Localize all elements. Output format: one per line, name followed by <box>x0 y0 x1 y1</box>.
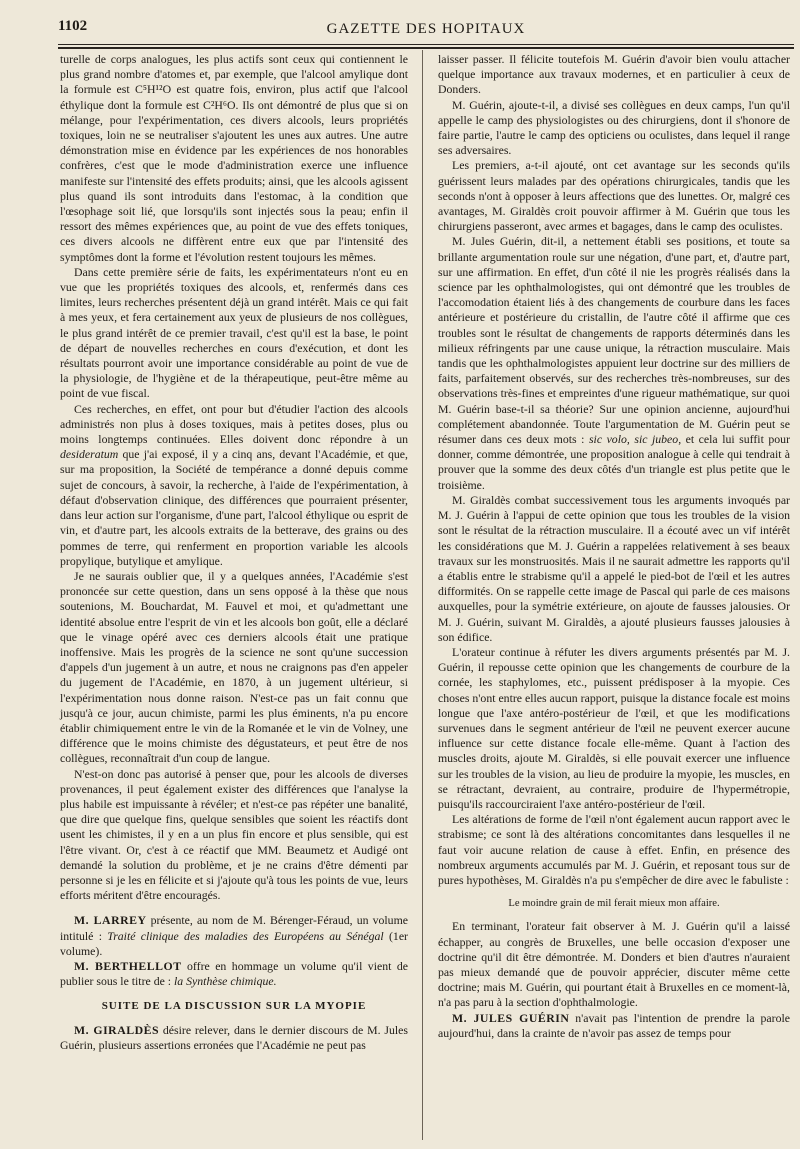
paragraph: Je ne saurais oublier que, il y a quelques années, l'Académie s'est prononcée sur cette question, dans un sens opposé à la thèse que nous soutenions, M. Bouchardat, M. Fauvel et moi, et qu'admettant une identité absolue entre l'esprit de vin et les alcools bon goût, elle a déclaré que le vinage opéré avec ces derniers alcools était une pratique inoffensive. Mais les progrès de la science ne sont qu'une succession d'appels d'un jugement à un autre, et nous ne craignons pas d'en appeler du jugement de l'Académie, en 1870, à un jugement ultérieur, si l'expérimentation nous donne raison. N'est-ce pas un fait connu que jusqu'à ce jour, aucun chimiste, parmi les plus éminents, n'a pu encore établir chimiquement entre le vin de la Romanée et le vin de Volney, une différence que le moins chimiste des dégustateurs, et peut être de nos collègues, reconnaîtrait d'un coup de langue. <box>60 568 408 766</box>
paragraph <box>60 959 408 989</box>
text-run: M. Jules Guérin, dit-il, a nettement établi ses positions, et toute sa brillante argumentation roule sur une négation, d'une part, et, d'autre part, sur une affirmation. En effet, d'un côté il nie les progrès réalisés dans la science par les ophthalmologistes, qui ont démontré que les troubles de l'accomodation étaient liés à des changements de courbure dans les faces antérieure et postérieure du cristallin, de l'autre côté il affirme que ces troubles sont le résultat de changements de rapports déterminés dans les milieux réfringents par une cause unique, la rétraction musculaire. Mais tandis que les ophthalmologistes appuient leur doctrine sur des milliers de faits, parfaitement observés, sur des recherches très-nombreuses, sur des observations très-fines et empreintes d'une rigueur mathématique, sur quoi M. Guérin base-t-il sa théorie? Sur une opinion ancienne, aujourd'hui complétement abandonnée. Toute l'argumentation de M. Guérin peut se résumer dans ces deux mots : <box>438 234 790 447</box>
text-run: Ces recherches, en effet, ont pour but d'étudier l'action des alcools administrés non plus à doses toxiques, mais à petites doses, plus ou moins longtemps continuées. Elles doivent donc répondre à un <box>60 401 408 447</box>
left-column <box>60 52 408 1053</box>
page-header <box>58 18 794 42</box>
paragraph: Dans cette première série de faits, les expérimentateurs n'ont eu en vue que les propriétés toxiques des alcools, et, renfermés dans ces limites, leurs recherches présentent déjà un grand intérêt. Mais ce qui fait à mes yeux, et fera certainement aux yeux de plusieurs de nos collègues, le plus grand intérêt de ce premier travail, c'est qu'il est la base, le point de départ de nouvelles recherches en cours d'exécution, et dont les résultats pourront avoir une importance considérable au point de vue de la physiologie, de l'hygiène et de la thérapeutique, peut-être même au point de vue fiscal. <box>60 264 408 401</box>
paragraph <box>60 402 408 569</box>
latin-phrase: sic volo, sic jubeo <box>588 432 679 447</box>
italic-term: desideratum <box>60 447 119 462</box>
fable-quote: Le moindre grain de mil ferait mieux mon affaire. <box>508 898 720 910</box>
journal-title: GAZETTE DES HOPITAUX <box>326 21 526 37</box>
speaker-name: M. LARREY <box>74 913 147 928</box>
text-run: que j'ai exposé, il y a cinq ans, devant l'Académie, et que, sur ma proposition, la Société de tempérance a donné depuis comme sujet de concours, à savoir, la recherche, à l'aide de l'expérimentation, à défaut d'observation clinique, des différences que pourraient présenter, dans leur action sur l'organisme, d'une part, l'alcool éthylique ou esprit de vin, et d'autre part, les alcools extraits de la betterave, des grains ou des pommes de terre, qui renferment en proportion variable les alcools propylique, butylique et amylique. <box>60 447 408 568</box>
paragraph: M. Giraldès combat successivement tous les arguments invoqués par M. J. Guérin à l'appui de cette opinion que tous les troubles de la vision sont le résultat de la rétraction musculaire. Il a écouté avec un vif intérêt les considérations que M. J. Guérin a rappelées relativement à ses beaux travaux sur les monstruosités. Mais il ne saurait admettre les rapports qu'il a établis entre le strabisme qu'il a appelé le pied-bot de l'œil et les autres difformités. On se rappelle cette image de Pascal qui parle de ces maisons auxquelles, pour la symétrie extérieure, on ajoute de fausses jalousies. Or M. J. Guérin, suivant M. Giraldès, a ajouté plusieurs fausses jalousies à son édifice. <box>438 492 790 644</box>
paragraph <box>60 1023 408 1053</box>
paragraph <box>438 234 790 492</box>
paragraph: L'orateur continue à réfuter les divers arguments présentés par M. J. Guérin, il repousse cette opinion que les changements de courbure de la cornée, les staphylomes, etc., puissent prédisposer à la myopie. Ces choses n'ont entre elles aucun rapport, puisque la distance focale est moins longue que l'axe antéro-postérieur de l'œil, et que les modifications survenues dans le segment antérieur de l'œil ne peuvent exercer aucune influence sur cette distance focale elle-même. Quant à l'action des muscles droits, ajoute M. Giraldès, si elle pouvait exercer une influence sur les troubles de la vision, au lieu de produire la myopie, les muscles, en se rétractant, devraient, au contraire, produire de l'hypermétropie, puisqu'ils raccourciraient l'axe antéro-postérieur de l'œil. <box>438 644 790 811</box>
paragraph: M. Guérin, ajoute-t-il, a divisé ses collègues en deux camps, l'un qu'il appelle le camp des physiologistes ou des chirurgiens, dont il s'honore de faire partie, l'autre le camp des opticiens ou oculistes, dans lequel il range ses adversaires. <box>438 97 790 158</box>
text-run: désire relever, dans le dernier discours de M. Jules Guérin, plusieurs assertions erronées que l'Académie ne peut pas <box>60 1022 408 1052</box>
book-title: la Synthèse chimique. <box>174 974 277 989</box>
speaker-name: M. BERTHELLOT <box>74 958 182 973</box>
speaker-name: M. JULES GUÉRIN <box>452 1010 570 1025</box>
text-run: offre en hommage un volume qu'il vient de publier sous le titre de : <box>60 958 408 989</box>
paragraph <box>438 1011 790 1041</box>
page-number: 1102 <box>58 18 88 34</box>
text-run: présente, au nom de M. Bérenger-Féraud, un volume intitulé : <box>60 913 408 943</box>
speaker-name: M. GIRALDÈS <box>74 1022 160 1037</box>
text-run: , et cela lui suffit pour donner, comme démontrée, une proposition analogue à celle qui tendrait à prouver que la somme des deux côtés d'un triangle est plus petite que le troisième. <box>438 432 790 492</box>
book-title: Traité clinique des maladies des Européens au Sénégal <box>107 928 384 943</box>
paragraph <box>60 913 408 959</box>
section-heading: SUITE DE LA DISCUSSION SUR LA MYOPIE <box>101 1000 367 1013</box>
paragraph: N'est-on donc pas autorisé à penser que, pour les alcools de diverses provenances, il peut également exister des différences que l'analyse la plus habile est impuissante à révéler; et n'est-ce pas répéter une banalité, que dire que quelque fins, quelque sensibles que soient les réactifs dont usent les chimistes, il y en a un plus fin encore et plus sensible, qui est l'être vivant. Or, c'est à ce réactif que MM. Beaumetz et Audigé ont demandé la solution du problème, et je ne crains d'être démenti par personne si je les en félicite et si j'ajoute qu'à tous les points de vue, leurs efforts méritent d'être encouragés. <box>60 766 408 903</box>
right-column <box>438 52 790 1041</box>
header-rule-thin <box>58 44 794 45</box>
column-divider <box>422 50 423 1140</box>
text-run: (1er volume). <box>60 928 408 958</box>
header-rule-thick <box>58 47 794 49</box>
paragraph: Les altérations de forme de l'œil n'ont également aucun rapport avec le strabisme; ce sont là des altérations concomitantes dans lesquelles il ne faut voir aucune relation de cause à effet. Enfin, en présence des nombreux arguments accumulés par M. J. Guérin, et reposant tous sur de pures hypothèses, M. Giraldès n'a pu s'empêcher de dire avec le fabuliste : <box>438 812 790 887</box>
paragraph: turelle de corps analogues, les plus actifs sont ceux qui contiennent le plus grand nombre d'atomes et, par exemple, que l'alcool amylique dont la formule est C⁵H¹²O est quatre fois, environ, plus actif que l'alcool éthylique dont la formule est C²H⁶O. Ils ont démontré de plus que si on mélange, pour l'expérimentation, ces divers alcools, leurs propriétés toxiques, loin ne se neutraliser s'ajoutent les unes aux autres. Une autre démonstration mise en évidence par les expériences de nos honorables confrères, c'est que le mode d'administration exerce une influence manifeste sur l'intensité des effets produits; ainsi, que les alcools agissent plus quand ils sont introduits dans l'estomac, à la condition que l'œsophage soit lié, que lorsqu'ils sont injectés sous la peau; enfin il ressort des mêmes expériences que, au point de vue des effets toniques, ces divers alcools ne diffèrent entre eux que par l'intensité des symptômes dont la forme et l'évolution restent toujours les mêmes. <box>60 52 408 264</box>
paragraph: Les premiers, a-t-il ajouté, ont cet avantage sur les seconds qu'ils guérissent leurs malades par des opérations chirurgicales, tandis que les seconds n'ont à opposer à leurs affections que des lunettes. Or, malgré ces avantages, M. Giraldès croit pouvoir affirmer à M. Guérin que tous les chirurgiens passeront, avec armes et bagages, dans le camp des oculistes. <box>438 158 790 234</box>
paragraph: laisser passer. Il félicite toutefois M. Guérin d'avoir bien voulu attacher quelque importance aux travaux modernes, et en particulier à ceux de Donders. <box>438 52 790 97</box>
paragraph: En terminant, l'orateur fait observer à M. J. Guérin qu'il a laissé échapper, au congrès de Bruxelles, une belle occasion d'exposer une doctrine qu'il dit être démontrée. M. Donders et bien d'autres n'auraient pas mieux demandé que de pouvoir apprécier, discuter même cette doctrine; mais M. Guérin, qui pourtant était à Bruxelles en ce moment-là, n'a pas paru à la section d'ophthalmologie. <box>438 919 790 1010</box>
text-run: n'avait pas l'intention de prendre la parole aujourd'hui, dans la crainte de n'avoir pas assez de temps pour <box>438 1010 790 1040</box>
